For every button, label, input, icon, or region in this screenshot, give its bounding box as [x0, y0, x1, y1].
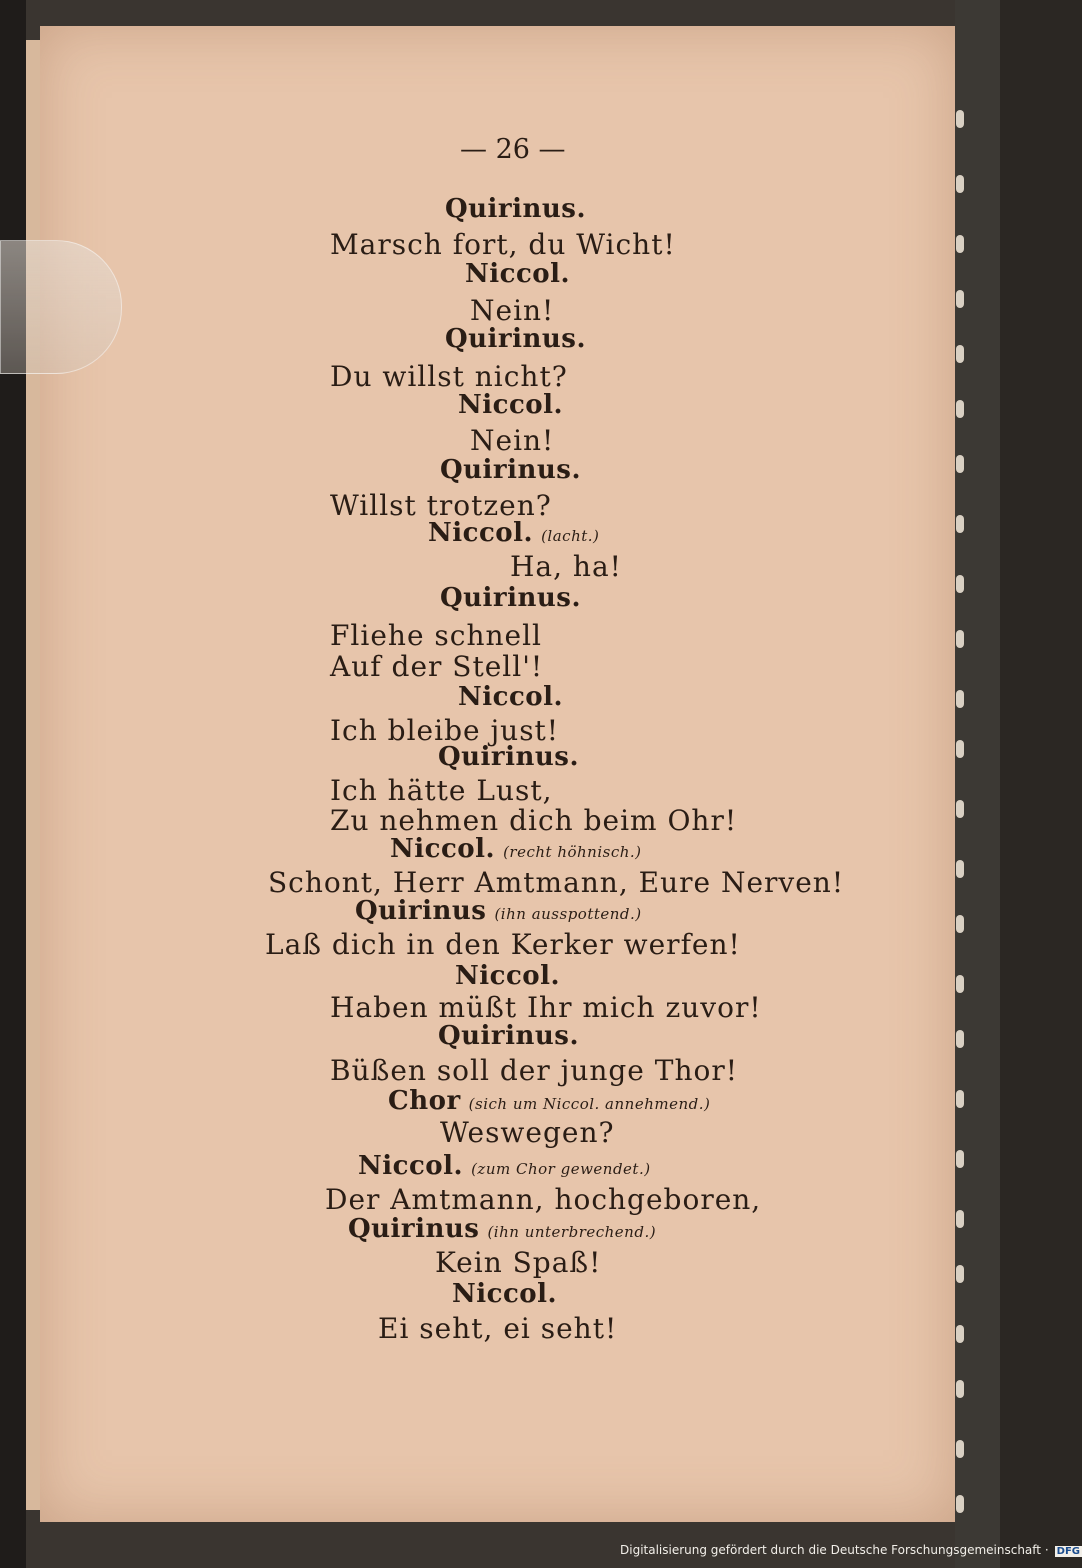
binding-hole-mark	[956, 175, 964, 193]
verse-line: Du willst nicht?	[330, 360, 568, 393]
binding-hole-mark	[956, 800, 964, 818]
speaker-name: Niccol.	[458, 682, 564, 712]
verse-line: Ich bleibe just!	[330, 714, 560, 747]
speaker-name: Quirinus.	[438, 742, 579, 772]
binding-hole-mark	[956, 1265, 964, 1283]
speaker-name: Quirinus.	[440, 455, 581, 485]
speaker-line	[458, 682, 563, 712]
verse-line: Weswegen?	[440, 1116, 615, 1149]
verse-line: Fliehe schnell	[330, 619, 543, 652]
speaker-name: Quirinus.	[445, 194, 586, 224]
verse-line: Der Amtmann, hochgeboren,	[325, 1183, 762, 1216]
verse-line: Willst trotzen?	[330, 489, 552, 522]
scan-left-border	[0, 0, 26, 1568]
speaker-line	[438, 1021, 579, 1051]
speaker-line	[428, 518, 599, 548]
speaker-name: Niccol.	[458, 390, 564, 420]
verse-line: Nein!	[470, 424, 555, 457]
speaker-line	[348, 1214, 656, 1244]
binding-hole-mark	[956, 1210, 964, 1228]
binding-hole-mark	[956, 575, 964, 593]
binding-hole-mark	[956, 1090, 964, 1108]
verse-line: Nein!	[470, 294, 555, 327]
binding-hole-mark	[956, 915, 964, 933]
binding-hole-mark	[956, 110, 964, 128]
binding-hole-mark	[956, 740, 964, 758]
verse-line: Ich hätte Lust,	[330, 774, 553, 807]
verse-line: Kein Spaß!	[435, 1246, 602, 1279]
speaker-line	[445, 324, 586, 354]
speaker-line	[445, 194, 586, 224]
speaker-name: Quirinus	[355, 896, 487, 926]
speaker-name: Quirinus.	[438, 1021, 579, 1051]
binding-hole-mark	[956, 975, 964, 993]
speaker-name: Niccol.	[428, 518, 534, 548]
verse-line: Büßen soll der junge Thor!	[330, 1054, 738, 1087]
speaker-line	[440, 455, 581, 485]
stage-direction: (zum Chor gewendet.)	[471, 1160, 651, 1178]
verse-line: Haben müßt Ihr mich zuvor!	[330, 991, 762, 1024]
binding-hole-mark	[956, 1150, 964, 1168]
binding-hole-mark	[956, 345, 964, 363]
binding-hole-mark	[956, 1440, 964, 1458]
stage-direction: (lacht.)	[541, 527, 600, 545]
speaker-line	[452, 1279, 557, 1309]
binding-hole-mark	[956, 690, 964, 708]
verse-line: Marsch fort, du Wicht!	[330, 228, 676, 261]
verse-line: Auf der Stell'!	[330, 650, 544, 683]
binding-hole-mark	[956, 290, 964, 308]
binding-hole-mark	[956, 1030, 964, 1048]
speaker-name: Quirinus.	[445, 324, 586, 354]
stage-direction: (recht höhnisch.)	[503, 843, 642, 861]
speaker-name: Niccol.	[358, 1151, 464, 1181]
speaker-name: Niccol.	[390, 834, 496, 864]
verse-line: Schont, Herr Amtmann, Eure Nerven!	[268, 866, 845, 899]
page-number: — 26 —	[460, 134, 566, 165]
binding-hole-mark	[956, 630, 964, 648]
digitization-credit	[620, 1543, 1082, 1557]
binding-hole-mark	[956, 1325, 964, 1343]
credit-text: Digitalisierung gefördert durch die Deutsche Forschungsgemeinschaft ·	[620, 1543, 1049, 1557]
verse-line: Zu nehmen dich beim Ohr!	[330, 804, 738, 837]
speaker-name: Niccol.	[452, 1279, 558, 1309]
verse-line: Laß dich in den Kerker werfen!	[265, 928, 741, 961]
speaker-line	[440, 583, 581, 613]
binding-hole-mark	[956, 455, 964, 473]
speaker-line	[458, 390, 563, 420]
stage-direction: (ihn unterbrechend.)	[487, 1223, 657, 1241]
speaker-line	[355, 896, 642, 926]
speaker-line	[358, 1151, 651, 1181]
speaker-name: Niccol.	[465, 259, 571, 289]
speaker-name: Chor	[388, 1086, 461, 1116]
verse-line: Ei seht, ei seht!	[378, 1312, 618, 1345]
speaker-name: Quirinus	[348, 1214, 480, 1244]
verse-line: Ha, ha!	[510, 550, 622, 583]
binding-hole-mark	[956, 860, 964, 878]
speaker-line	[390, 834, 642, 864]
binding-hole-mark	[956, 1380, 964, 1398]
speaker-line	[465, 259, 570, 289]
speaker-line	[455, 961, 560, 991]
binding-hole-mark	[956, 1495, 964, 1513]
binding-hole-mark	[956, 400, 964, 418]
stage-direction: (sich um Niccol. annehmend.)	[468, 1095, 711, 1113]
speaker-name: Niccol.	[455, 961, 561, 991]
dfg-logo: DFG	[1056, 1546, 1080, 1557]
binding-hole-mark	[956, 235, 964, 253]
speaker-name: Quirinus.	[440, 583, 581, 613]
speaker-line	[438, 742, 579, 772]
stage-direction: (ihn ausspottend.)	[494, 905, 642, 923]
binding-hole-mark	[956, 515, 964, 533]
speaker-line	[388, 1086, 710, 1116]
book-page	[40, 26, 955, 1522]
